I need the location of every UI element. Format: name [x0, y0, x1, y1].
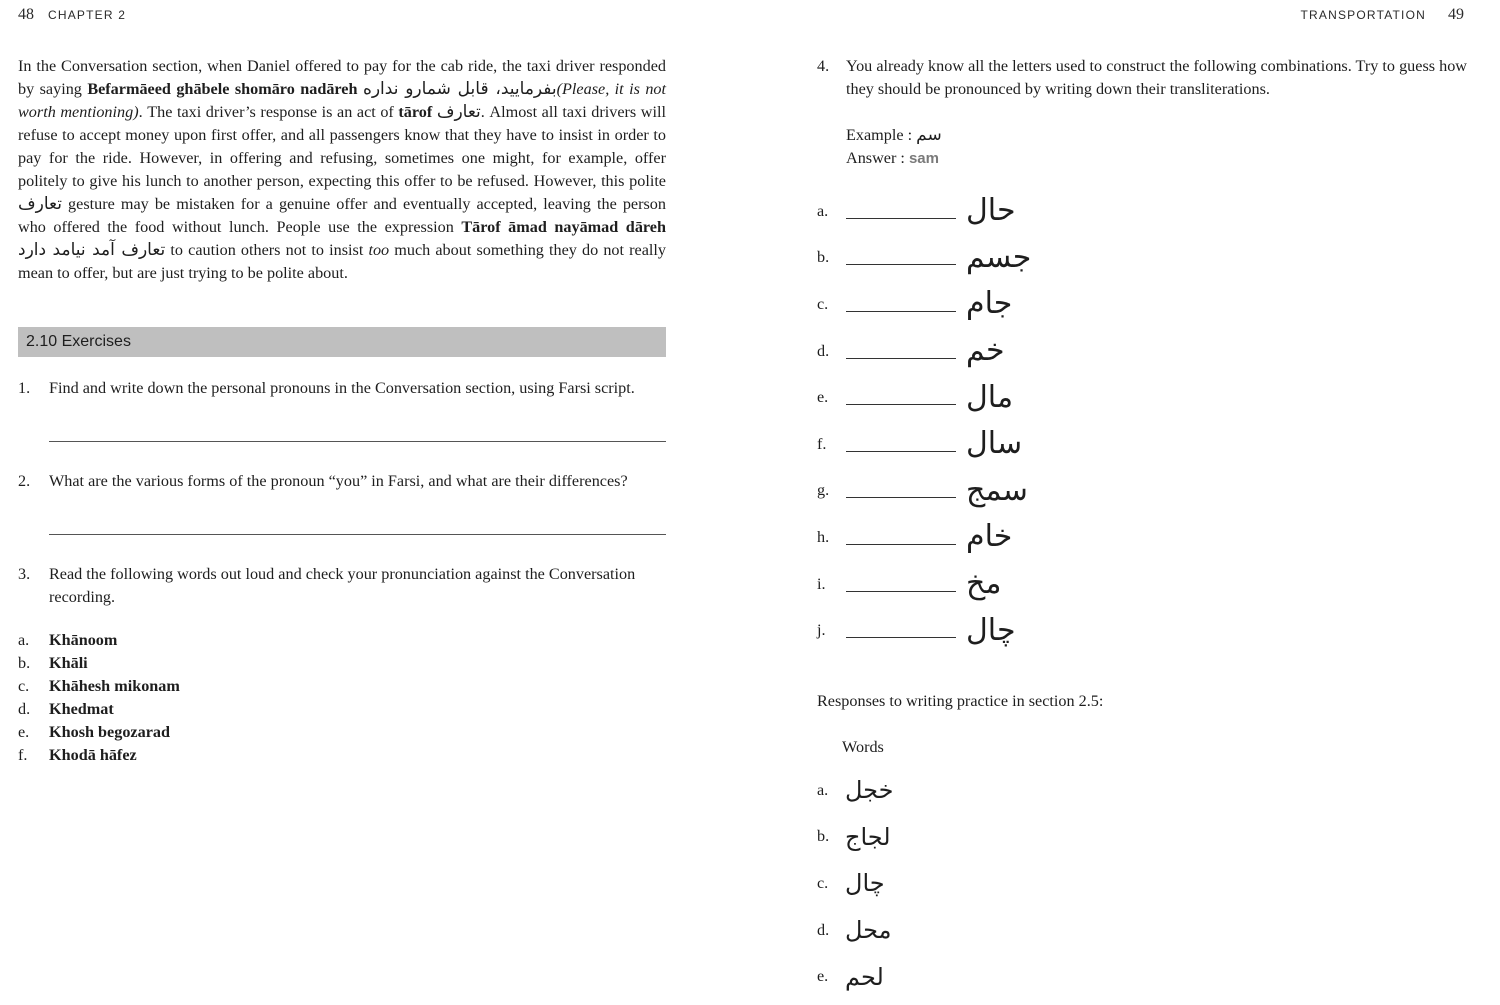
- list-item: [18, 675, 666, 698]
- question-3: [18, 563, 666, 609]
- intro-text-5: to caution others not to insist: [165, 241, 369, 259]
- responses-subheading: Words: [842, 737, 884, 756]
- question-number: 4.: [817, 57, 830, 75]
- left-running-head: [18, 6, 126, 24]
- intro-text-6: much about something they do not really mean to offer, but are just trying to be polite about.: [18, 241, 666, 282]
- intro-farsi-1: بفرمایید، قابل شمارو نداره: [362, 79, 557, 99]
- answer-value: sam: [908, 150, 939, 167]
- list-item: [18, 698, 666, 721]
- list-item: [817, 281, 1467, 328]
- item-farsi: چال: [966, 612, 1016, 648]
- list-item: [817, 561, 1467, 608]
- item-farsi: حال: [966, 193, 1016, 229]
- item-farsi: مال: [966, 379, 1014, 415]
- intro-farsi-2: تعارف: [436, 102, 481, 122]
- list-item: [817, 421, 1467, 468]
- answer-label: Answer :: [846, 149, 905, 167]
- item-letter: d.: [817, 341, 830, 360]
- intro-text-4: gesture may be mistaken for a genuine offer and eventually accepted, leaving the person who offered the food without lunch. People use the expression: [18, 195, 666, 236]
- list-item: [817, 814, 1467, 861]
- item-farsi: خجل: [845, 776, 894, 805]
- intro-italic-too: too: [368, 241, 390, 259]
- intro-paragraph: [18, 55, 666, 285]
- left-page: [18, 55, 666, 767]
- chapter-label: CHAPTER 2: [48, 8, 127, 22]
- example-row: [846, 124, 1467, 147]
- right-page: [817, 55, 1467, 1000]
- item-letter: j.: [817, 621, 826, 640]
- blank-line[interactable]: [846, 204, 956, 219]
- intro-farsi-3: تعارف: [18, 194, 62, 214]
- list-item: [18, 744, 666, 767]
- item-farsi: جام: [966, 286, 1013, 322]
- item-letter: g.: [817, 481, 830, 500]
- item-letter: b.: [817, 827, 830, 846]
- item-letter: a.: [18, 631, 30, 649]
- intro-text-1: In the Conversation section, when Daniel offered to pay for the cab ride, the taxi driver responded by saying: [18, 57, 666, 98]
- list-item: [817, 607, 1467, 654]
- item-letter: f.: [18, 746, 28, 764]
- list-item: [817, 860, 1467, 907]
- question-2: [18, 470, 666, 493]
- item-letter: a.: [817, 780, 829, 799]
- right-running-head: [1301, 6, 1464, 24]
- question-1: [18, 377, 666, 400]
- item-word: Khodā hāfez: [49, 746, 137, 764]
- item-farsi: لجاج: [845, 822, 891, 851]
- list-item: [18, 721, 666, 744]
- item-letter: c.: [817, 873, 829, 892]
- list-item: [817, 953, 1467, 1000]
- example-farsi: سم: [916, 125, 942, 145]
- example-label: Example :: [846, 126, 913, 144]
- item-word: Khānoom: [49, 631, 118, 649]
- item-farsi: سال: [966, 426, 1023, 462]
- blank-line[interactable]: [846, 577, 956, 592]
- intro-bold-phrase-1: Befarmāeed ghābele shomāro nadāreh: [87, 80, 358, 98]
- left-page-number: 48: [18, 6, 34, 23]
- exercises-heading: 2.10 Exercises: [18, 327, 666, 357]
- intro-text-2: . The taxi driver’s response is an act of: [138, 103, 399, 121]
- item-word: Khosh begozarad: [49, 723, 170, 741]
- question-text: Find and write down the personal pronouns in the Conversation section, using Farsi script.: [49, 379, 635, 397]
- list-item: [817, 514, 1467, 561]
- question-text: Read the following words out loud and check your pronunciation against the Conversation recording.: [49, 565, 636, 606]
- blank-line[interactable]: [846, 250, 956, 265]
- answer-row: [846, 147, 1467, 170]
- item-word: Khāhesh mikonam: [49, 677, 180, 695]
- section-label: TRANSPORTATION: [1300, 8, 1426, 22]
- item-farsi: خم: [966, 333, 1005, 369]
- intro-italic-translation: (Please, it is not worth mentioning): [18, 80, 667, 121]
- answer-line-1[interactable]: [49, 440, 666, 442]
- right-page-number: 49: [1448, 6, 1464, 23]
- blank-line[interactable]: [846, 390, 956, 405]
- item-letter: a.: [817, 201, 829, 220]
- item-letter: e.: [18, 723, 30, 741]
- question-number: 2.: [18, 472, 31, 490]
- item-farsi: چال: [845, 869, 885, 898]
- item-word: Khedmat: [49, 700, 114, 718]
- question-text: You already know all the letters used to construct the following combinations. Try to guess how they should be pronounced by writing down their transliterations.: [846, 57, 1467, 98]
- item-farsi: لحم: [845, 962, 884, 991]
- blank-line[interactable]: [846, 530, 956, 545]
- list-item: [817, 328, 1467, 375]
- list-item: [817, 374, 1467, 421]
- transliteration-list: [817, 188, 1467, 654]
- question-number: 1.: [18, 379, 31, 397]
- intro-farsi-4: تعارف آمد نیامد دارد: [18, 240, 166, 260]
- intro-bold-tarof: tārof: [398, 103, 433, 121]
- blank-line[interactable]: [846, 297, 956, 312]
- item-farsi: مخ: [966, 566, 1002, 602]
- list-item: [18, 652, 666, 675]
- item-letter: d.: [817, 920, 830, 939]
- item-letter: f.: [817, 434, 827, 453]
- item-letter: h.: [817, 527, 830, 546]
- item-farsi: خام: [966, 519, 1013, 555]
- item-letter: b.: [817, 248, 830, 267]
- item-farsi: سمج: [966, 472, 1028, 508]
- blank-line[interactable]: [846, 437, 956, 452]
- intro-bold-phrase-2: Tārof āmad nayāmad dāreh: [461, 218, 666, 236]
- example-block: [846, 124, 1467, 170]
- list-item: [817, 188, 1467, 235]
- list-item: [817, 235, 1467, 282]
- list-item: [817, 767, 1467, 814]
- question-number: 3.: [18, 565, 31, 583]
- question-text: What are the various forms of the pronoun “you” in Farsi, and what are their differences?: [49, 472, 628, 490]
- item-letter: e.: [817, 388, 829, 407]
- item-letter: c.: [18, 677, 30, 695]
- list-item: [817, 468, 1467, 515]
- responses-heading: Responses to writing practice in section 2.5:: [817, 691, 1104, 710]
- item-letter: d.: [18, 700, 31, 718]
- item-letter: e.: [817, 967, 829, 986]
- list-item: [18, 629, 666, 652]
- item-letter: i.: [817, 574, 826, 593]
- answer-line-2[interactable]: [49, 533, 666, 535]
- intro-text-3: . Almost all taxi drivers will refuse to accept money upon first offer, and all passengers know that they have to insist in order to pay for the ride. However, in offering and refusing, sometimes one might, for example, offer politely to give his lunch to another person, expecting this offer to be refused. However, this polite: [18, 103, 666, 190]
- list-item: [817, 907, 1467, 954]
- item-letter: b.: [18, 654, 31, 672]
- item-farsi: جسم: [966, 239, 1032, 275]
- item-word: Khāli: [49, 654, 88, 672]
- item-farsi: محل: [845, 916, 892, 945]
- blank-line[interactable]: [846, 344, 956, 359]
- responses-list: [817, 767, 1467, 1000]
- blank-line[interactable]: [846, 483, 956, 498]
- item-letter: c.: [817, 294, 829, 313]
- pronunciation-word-list: [18, 629, 666, 767]
- question-4: [817, 55, 1467, 101]
- blank-line[interactable]: [846, 623, 956, 638]
